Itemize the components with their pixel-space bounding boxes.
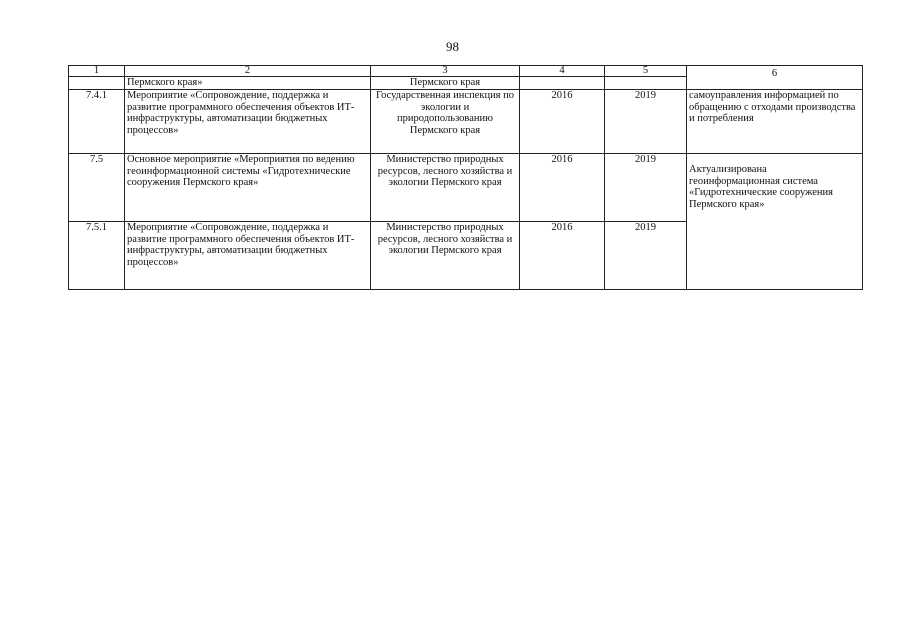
result-cell-top	[687, 89, 863, 153]
end-year: 2019	[605, 153, 687, 221]
column-header-1: 1	[69, 66, 125, 77]
end-year: 2019	[605, 89, 687, 153]
end-year	[605, 77, 687, 90]
end-year: 2019	[605, 221, 687, 289]
column-header-6-cell	[687, 66, 863, 90]
table-row	[69, 153, 863, 221]
start-year: 2016	[520, 153, 605, 221]
table-row	[69, 89, 863, 153]
column-header-4: 4	[520, 66, 605, 77]
page-number: 98	[446, 39, 459, 54]
executor: Министерство природных ресурсов, лесного хозяйства и экологии Пермского края	[371, 153, 520, 221]
row-number: 7.5	[69, 153, 125, 221]
measure-name: Основное мероприятие «Мероприятия по ведению геоинформационной системы «Гидротехнические сооружения Пермского края»	[125, 153, 371, 221]
executor: Министерство природных ресурсов, лесного хозяйства и экологии Пермского края	[371, 221, 520, 289]
column-header-6: 6	[771, 68, 778, 79]
measure-name: Мероприятие «Сопровождение, поддержка и развитие программного обеспечения объектов ИТ-инфраструктуры, автоматизации бюджетных процессов»	[125, 221, 371, 289]
table-header-row	[69, 66, 863, 77]
column-header-3: 3	[371, 66, 520, 77]
column-header-5: 5	[605, 66, 687, 77]
executor: Пермского края	[371, 77, 520, 90]
column-header-2: 2	[125, 66, 371, 77]
measure-name: Пермского края»	[125, 77, 371, 90]
measures-table	[68, 65, 863, 290]
expected-result: самоуправления информацией по обращению с отходами производства и потребления	[689, 89, 856, 125]
row-number: 7.4.1	[69, 89, 125, 153]
row-number: 7.5.1	[69, 221, 125, 289]
start-year: 2016	[520, 221, 605, 289]
row-number	[69, 77, 125, 90]
measure-name: Мероприятие «Сопровождение, поддержка и развитие программного обеспечения объектов ИТ-инфраструктуры, автоматизации бюджетных процессов»	[125, 89, 371, 153]
start-year: 2016	[520, 89, 605, 153]
start-year	[520, 77, 605, 90]
executor: Государственная инспекция по экологии и природопользованию Пермского края	[371, 89, 520, 153]
result-cell-bottom	[687, 153, 863, 289]
expected-result: Актуализирована геоинформационная система «Гидротехнические сооружения Пермского края»	[689, 163, 833, 210]
